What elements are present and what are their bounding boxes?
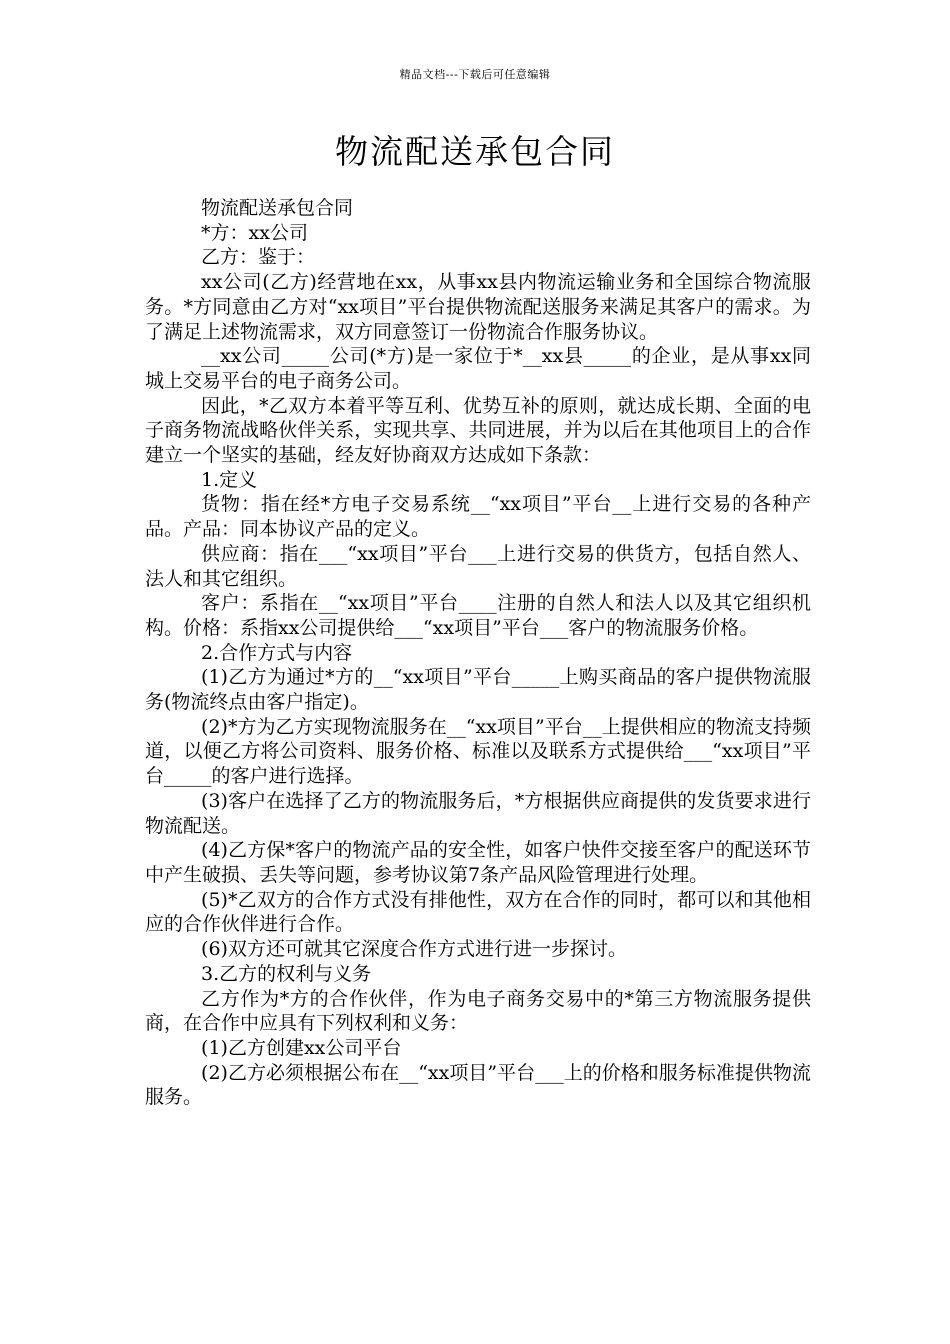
paragraph-cooperation-6: (6)双方还可就其它深度合作方式进行进一步探讨。 <box>201 938 627 961</box>
paragraph-definition-supplier: 供应商：指在___“xx项目”平台___上进行交易的供货方，包括自然人、法人和其它组织。 <box>145 542 811 590</box>
paragraph-definition-goods: 货物：指在经*方电子交易系统__“xx项目”平台__上进行交易的各种产品。产品：同本协议产品的定义。 <box>145 493 811 541</box>
paragraph-cooperation-5: (5)*乙双方的合作方式没有排他性，双方在合作的同时，都可以和其他相应的合作伙伴进行合作。 <box>145 888 811 936</box>
paragraph-subtitle: 物流配送承包合同 <box>201 197 354 219</box>
section-heading-cooperation: 2.合作方式与内容 <box>201 641 353 664</box>
document-title: 物流配送承包合同 <box>335 132 615 171</box>
document-body <box>145 196 811 1110</box>
paragraph-cooperation-3: (3)客户在选择了乙方的物流服务后，*方根据供应商提供的发货要求进行物流配送。 <box>145 789 811 837</box>
section-heading-definitions: 1.定义 <box>201 468 258 491</box>
paragraph-agreement-basis: 因此，*乙双方本着平等互利、优势互补的原则，就达成长期、全面的电子商务物流战略伙伴关系，实现共享、共同进展，并为以后在其他项目上的合作建立一个坚实的基础，经友好协商双方达成如下条款： <box>145 394 811 467</box>
paragraph-cooperation-2: (2)*方为乙方实现物流服务在__“xx项目”平台__上提供相应的物流支持频道，以便乙方将公司资料、服务价格、标准以及联系方式提供给___“xx项目”平台_____的客户进行选择。 <box>145 715 811 788</box>
paragraph-rights-1: (1)乙方创建xx公司平台 <box>201 1036 402 1059</box>
paragraph-background: xx公司(乙方)经营地在xx，从事xx县内物流运输业务和全国综合物流服务。*方同意由乙方对“xx项目”平台提供物流配送服务来满足其客户的需求。为了满足上述物流需求，双方同意签订一份物流合作服务协议。 <box>145 271 811 343</box>
paragraph-party-b: 乙方：鉴于： <box>201 246 316 269</box>
paragraph-cooperation-4: (4)乙方保*客户的物流产品的安全性，如客户快件交接至客户的配送环节中产生破损、丢失等问题，参考协议第7条产品风险管理进行处理。 <box>145 839 811 886</box>
section-heading-rights-obligations: 3.乙方的权利与义务 <box>201 962 372 985</box>
page-header-note: 精品文档---下载后可任意编辑 <box>399 68 551 81</box>
paragraph-party-a: *方：xx公司 <box>201 221 308 244</box>
paragraph-rights-intro: 乙方作为*方的合作伙伴，作为电子商务交易中的*第三方物流服务提供商，在合作中应具有下列权利和义务： <box>145 987 811 1035</box>
paragraph-rights-2: (2)乙方必须根据公布在__“xx项目”平台___上的价格和服务标准提供物流服务。 <box>145 1061 811 1109</box>
paragraph-company-intro: __xx公司_____公司(*方)是一家位于*__xx县_____的企业，是从事xx同城上交易平台的电子商务公司。 <box>145 345 811 392</box>
paragraph-definition-customer: 客户：系指在__“xx项目”平台____注册的自然人和法人以及其它组织机构。价格：系指xx公司提供给___“xx项目”平台___客户的物流服务价格。 <box>145 592 811 639</box>
paragraph-cooperation-1: (1)乙方为通过*方的__“xx项目”平台_____上购买商品的客户提供物流服务(物流终点由客户指定)。 <box>145 666 811 714</box>
